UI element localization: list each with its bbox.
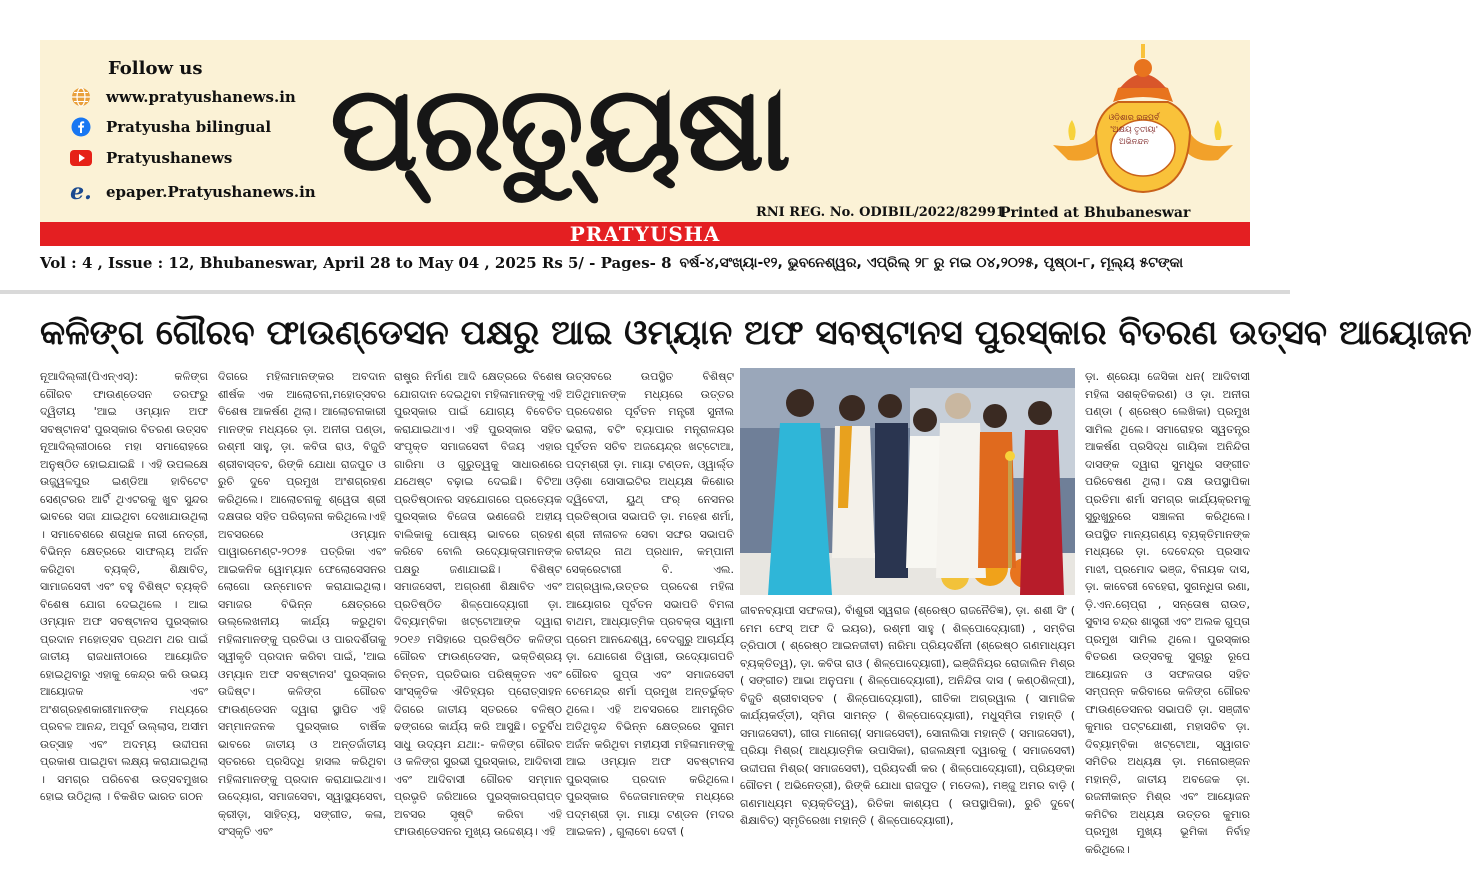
globe-icon bbox=[70, 86, 92, 108]
article-column-4: ଉତ୍ସବରେ ଉପସ୍ଥିତ ବିଶିଷ୍ଟ ଅତିଥିମାନଙ୍କ ମଧ୍ୟରେ ଉତ୍ତର ପ୍ରଦେଶର ପୂର୍ବତନ ମନ୍ତ୍ରୀ ସୁନୀଲ ଭରାଲା, ବଟିଂ ବ୍ୟାପାର ମନ୍ତ୍ରାଳୟର ପୂର୍ବତନ ସଚିବ ଅଜୟେନ୍ଦ୍ର ଖଟ୍ଟୋଆ, ପଦ୍ମଶ୍ରୀ ଡ଼ା. ମାୟା ଟଣ୍ଡନ, ଓ୍ୱାର୍ଲ୍ଡ ଓଡ଼ିଶା ସୋସାଇଟିର ଅଧ୍ୟକ୍ଷ କିଶୋର ଦ୍ୱିବେଦୀ, ୟୁଥ୍ ଫର୍ ନେସନର ପ୍ରତିଷ୍ଠାତା ସଭାପତି ଡ଼ା. ମହେଶ ଶର୍ମା, ଶ୍ରୀ ନୀଳାଚଳ ସେବା ସଙ୍ଘର ସଭାପତି ରବୀନ୍ଦ୍ର ନାଥ ପ୍ରଧାନ, କମ୍ପାନୀ ସେକ୍ରେଟାରୀ ବି. ଏଲ. ଅଗ୍ରୱାଲ,ଉତ୍ତର ପ୍ରଦେଶ ମହିଳା ଆୟୋଗର ପୂର୍ବତନ ସଭାପତି ବିମଳା ବାଥମ, ଆଧ୍ୟାତ୍ମିକ ପ୍ରବକ୍ତା ସ୍ୱାମୀ ପ୍ରେମ ଆନନ୍ଦେଶ୍ୱ, ବେଦଗୁରୁ ଆଚାର୍ଯ୍ୟ ଡ଼ା. ଯୋଗେଶ ତିୱାରୀ, ଉଦ୍ୟୋଗପତି ଗୌରବ ଗୁପ୍ତା ଏବଂ ସମାଜସେବୀ ଚେମେନ୍ଦ୍ର ଶର୍ମା ପ୍ରମୁଖ ଅନ୍ତର୍ଭୁକ୍ତ ଥିଲେ। ଏହି ଅବସରରେ ଆମନ୍ତ୍ରିତ ଅତିଥିବୃନ୍ଦ ବିଭିନ୍ନ କ୍ଷେତ୍ରରେ ସୁନାମ ଅର୍ଜନ କରିଥିବା ମହୀୟସୀ ମହିଳାମାନଙ୍କୁ ଆଇ ଓମ୍ୟାନ ଅଫ ସବଷ୍ଟାନସ ପୁରସ୍କାର ପ୍ରଦାନ କରିଥିଲେ। ପୁରସ୍କାର ବିଜେତାମାନଙ୍କ ମଧ୍ୟରେ ପଦ୍ମଶ୍ରୀ ଡ଼ା. ମାୟା ଟଣ୍ଡନ (ମଦର ଆଇକନ) , ଗୁଲାବୋ ଦେବୀ ( bbox=[566, 370, 734, 838]
printed-at: Printed at Bhubaneswar bbox=[1000, 205, 1191, 221]
facebook-text: Pratyusha bilingual bbox=[106, 118, 272, 136]
rni-number: RNI REG. No. ODIBIL/2022/82991 bbox=[756, 205, 1005, 220]
english-name: PRATYUSHA bbox=[569, 222, 721, 246]
article-column-6: ଡ଼ା. ଶ୍ରେୟା ଜେସିକା ଧନ( ଆଦିବାସୀ ମହିଳା ସଶକ୍ତିକରଣ) ଓ ଡ଼ା. ଅନୀତା ପଣ୍ଡା ( ଶ୍ରେଷ୍ଠ ଲେଖିକା) ପ୍ରମୁଖ ସାମିଲ ଥିଲେ। ସମାରୋହର ସ୍ୱତନ୍ତ୍ର ଆକର୍ଷଣ ପ୍ରସିଦ୍ଧ ଗାୟିକା ଅନିନ୍ଦିତା ଦାସଙ୍କ ଦ୍ୱାରା ସୁମଧୁର ସଙ୍ଗୀତ ପରିବେଷଣ ଥିଲା। ଦକ୍ଷ ଉପସ୍ଥାପିକା ପ୍ରତିମା ଶର୍ମା ସମଗ୍ର କାର୍ଯ୍ୟକ୍ରମକୁ ସୁରୁଖୁରୁରେ ସଞ୍ଚାଳନା କରିଥିଲେ। ଉପସ୍ଥିତ ମାନ୍ୟଗଣ୍ୟ ବ୍ୟକ୍ତିମାନଙ୍କ ମଧ୍ୟରେ ଡ଼ା. ଦେବେନ୍ଦ୍ର ପ୍ରସାଦ ମାଝୀ, ପ୍ରମୋଦ ଭଞ୍ଜ, ବିନାୟକ ଦାସ, ଡ଼ା. କାବେରୀ ବେହେରା, ସୁଗନ୍ଧିତା ରଣା, ଡ଼ି.ଏନ.ଚୋପ୍ରା , ସନ୍ତୋଷ ରାଉତ, ସୁବାସ ଚନ୍ଦ୍ର ଶାସ୍ତ୍ରୀ ଏବଂ ଅଲକ ଗୁପ୍ତା ପ୍ରମୁଖ ସାମିଲ ଥିଲେ। ପୁରସ୍କାର ବିତରଣ ଉତ୍ସବକୁ ସୁଚାରୁ ରୂପେ ଆୟୋଜନ ଓ ସଫଳତାର ସହିତ ସମ୍ପନ୍ନ କରିବାରେ କଳିଙ୍ଗ ଗୌରବ ଫାଉଣ୍ଡେସନର ସଭାପତି ଡ଼ା. ସଞ୍ଜୀବ କୁମାର ପଟ୍ଟଯୋଶୀ, ମହାସଚିବ ଡ଼ା. ଦିବ୍ୟାମ୍ବିକା ଖଟ୍ଟୋଆ, ସ୍ୱାଗତ ସମିତିର ଅଧ୍ୟକ୍ଷ ଡ଼ା. ମନୋରଞ୍ଜନ ମହାନ୍ତି, ଜାତୀୟ ଅବଜେକ ଡ଼ା. ରଜନୀକାନ୍ତ ମିଶ୍ର ଏବଂ ଆୟୋଜନ କମିଟିର ଅଧ୍ୟକ୍ଷ ଉତ୍ତର କୁମାର ପ୍ରମୁଖ ମୁଖ୍ୟ ଭୂମିକା ନିର୍ବାହ କରିଥିଲେ। bbox=[1085, 370, 1250, 856]
website-text: www.pratyushanews.in bbox=[106, 88, 296, 106]
youtube-text: Pratyushanews bbox=[106, 149, 233, 167]
emblem-text: ଓଡ଼ିଶାର ରଜପର୍ବ 'ଅକ୍ଷୟ ତୃତୀୟା' ଅଭିନନ୍ଦନ bbox=[1108, 113, 1160, 146]
divider bbox=[0, 290, 1290, 294]
epaper-link[interactable] bbox=[70, 181, 316, 203]
masthead-title: ପ୍ରତ୍ୟୁଷା bbox=[330, 59, 788, 197]
issue-english: Vol : 4 , Issue : 12, Bhubaneswar, April 28 to May 04 , 2025 Rs 5/ - Pages- 8 bbox=[40, 254, 672, 272]
article-column-3: ରାଷ୍ଟ୍ର ନିର୍ମାଣ ଆଦି କ୍ଷେତ୍ରରେ ବିଶେଷ ଯୋଗଦାନ ଦେଇଥିବା ମହିଳାମାନଙ୍କୁ ଏହି ପୁରସ୍କାର ପାଇଁ ଯୋଗ୍ୟ ବିବେଚିତ କରାଯାଇଥାଏ। ଏହି ପୁରସ୍କାର ସହିତ ସଂପୃକ୍ତ ସମାଜସେବୀ ବିଜୟ ଏହାର ଗାରିମା ଓ ଗୁରୁତ୍ୱକୁ ସାଧାରଣରେ ଯଥେଷ୍ଟ ବଢ଼ାଇ ଦେଇଛି। ବିଟିଆ ପ୍ରତିଷ୍ଠାନର ସହଯୋଗରେ ପ୍ରତ୍ୟେକ ପୁରସ୍କାର ବିଜେତା ଭଣଜେରି ଅହୀୟ ବାଲିକାକୁ ପୋଷ୍ୟ ଭାବରେ ଗ୍ରହଣ କରିବେ ବୋଲି ଉଦ୍ୟୋକ୍ତାମାନଙ୍କ ପକ୍ଷରୁ ଜଣାଯାଇଛି। ବିଶିଷ୍ଟ ସମାଜସେବୀ, ଅଗ୍ରଣୀ ଶିକ୍ଷାବିତ ଏବଂ ପ୍ରତିଷ୍ଠିତ ଶିଳ୍ପୋଦ୍ୟୋଗୀ ଡ଼ା. ଦିବ୍ୟାମ୍ବିକା ଖଟ୍ଟୋଆଙ୍କ ଦ୍ୱାରା ୨୦୧୬ ମସିହାରେ ପ୍ରତିଷ୍ଠିତ କଳିଙ୍ଗ ଗୌରବ ଫାଉଣ୍ଡେସନ, ଭକ୍ତିଶ୍ରୟ ଚିନ୍ତନ, ପ୍ରତିଭାର ପରିଷ୍କୃତନ ଏବଂ ସାଂସ୍କୃତିକ ଐତିହ୍ୟର ପ୍ରୋତ୍ସାହନ ଦିଗରେ ଜାତୀୟ ସ୍ତରରେ ବଳିଷ୍ଠ ଢଙ୍ଗରେ କାର୍ଯ୍ୟ କରି ଆସୁଛି। ଚତୁର୍ବିଧ ସାଧୁ ଉଦ୍ୟମ ଯଥା:- କଳିଙ୍ଗ ଗୌରବ ଓ କଳିଙ୍ଗ ସୁରଭୀ ପୁରସ୍କାର, ଆଦିବାସୀ ଏବଂ ଆଦିବାସୀ ଗୌରବ ସମ୍ମାନ ପ୍ରଭୃତି ଜରିଆରେ ପୁରସ୍କାରପ୍ରାପ୍ତ ଅବସର ସୃଷ୍ଟି କରିବା ଏହି ଫାଉଣ୍ଡେସନର ମୁଖ୍ୟ ଉଦ୍ଦେଶ୍ୟ। ଏହି bbox=[394, 370, 562, 838]
article-column-5: ଜୀବନବ୍ୟାପୀ ସଫଳତା), ବାଁଶୁରୀ ସ୍ୱରାଜ (ଶ୍ରେଷ୍ଠ ରାଜନୈତିଜ୍ଞ), ଡ଼ା. ଶଶୀ ସିଂ ( ମେମ ଫେସ୍ ଅଫ ଦି ଇୟର), ରଶ୍ମୀ ସାହୁ ( ଶିଳ୍ପୋଦ୍ୟୋଗୀ) , ସମ୍ବିତା ତ୍ରିପାଠୀ ( ଶ୍ରେଷ୍ଠ ଆଇନଜୀବୀ) ନାରିମା ପ୍ରିୟଦର୍ଶିନୀ (ଶ୍ରେଷ୍ଠ ଗଣମାଧ୍ୟମ ବ୍ୟକ୍ତିତ୍ୱ), ଡ଼ା. କବିତା ରାଓ ( ଶିଳ୍ପୋଦ୍ୟୋଗୀ), ଇଞ୍ଜିନିୟର ରୋଜାଲିନ ମିଶ୍ର ( ସଙ୍ଗୀତ) ଆଭା ଅନୁପମା ( ଶିଳ୍ପୋଦ୍ୟୋଗୀ), ଅନିନ୍ଦିତା ଦାସ ( କଣ୍ଠଶିଳ୍ପୀ), ବିଜୁତି ଶ୍ରୀବାସ୍ତବ ( ଶିଳ୍ପୋଦ୍ୟୋଗୀ), ଗୀତିକା ଅଗ୍ରୱାଲ ( ସାମାଜିକ କାର୍ଯ୍ୟକର୍ତ୍ତୀ), ସ୍ମିତା ସାମନ୍ତ ( ଶିଳ୍ପୋଦ୍ୟୋଗୀ), ମଧୁସ୍ମିତା ମହାନ୍ତି ( ସମାଜସେବୀ), ଗୀତା ମାନୋଚା( ସମାଜସେବୀ), ସୋନାଲିସା ମହାନ୍ତି ( ସମାଜସେବୀ), ପ୍ରିୟା ମିଶ୍ର( ଆଧ୍ୟାତ୍ମିକ ଉପାସିକା), ରାଜଲକ୍ଷ୍ମୀ ଦ୍ୱାରକୁ ( ସମାଜସେବୀ) ଉଦ୍ଦୀପନା ମିଶ୍ର( ସମାଜସେବୀ), ପ୍ରିୟଦର୍ଶୀ କର ( ଶିଳ୍ପୋଦ୍ୟୋଗୀ), ପ୍ରିୟଙ୍କା ଗୌତମ ( ଅଭିନେତ୍ରୀ), ରିଙ୍କି ଯୋଧା ରାଜପୁତ ( ମଡେଲ), ମଞ୍ଜୁ ଅମର ବାଡ଼ି ( ଗଣମାଧ୍ୟମ ବ୍ୟକ୍ତିତ୍ୱ), ରିତିକା କାଶ୍ୟପ ( ଉପସ୍ଥାପିକା), ରୁଚି ଦୁବେ( ଶିକ୍ଷାବିତ୍) ସ୍ମୃତିରେଖା ମହାନ୍ତି ( ଶିଳ୍ପୋଦ୍ୟୋଗୀ), bbox=[740, 604, 1075, 827]
event-photo bbox=[740, 368, 1075, 595]
youtube-icon bbox=[70, 147, 92, 169]
article-headline: କଳିଙ୍ଗ ଗୌରବ ଫାଉଣ୍ଡେସନ ପକ୍ଷରୁ ଆଇ ଓମ୍ୟାନ ଅଫ ସବଷ୍ଟାନସ ପୁରସ୍କାର ବିତରଣ ଉତ୍ସବ ଆୟୋଜନ bbox=[40, 313, 1472, 353]
facebook-link[interactable] bbox=[70, 116, 271, 138]
article-column-2: ଦିଗରେ ମହିଳାମାନଙ୍କର ଅବଦାନ ଶୀର୍ଷକ ଏକ ଆଲୋଚନା,ମହୋତ୍ସବର ବିଶେଷ ଆକର୍ଷଣ ଥିଲା। ଆଲୋଚନାକାରୀ ମାନଙ୍କ ମଧ୍ୟରେ ଡ଼ା. ଅନୀତା ପଣ୍ଡା, ରଶ୍ମୀ ସାହୁ, ଡ଼ା. କବିତା ରାଓ, ବିଜୁତି ଶ୍ରୀବାସ୍ତବ, ରିଙ୍କି ଯୋଧା ରାଜପୁତ ଓ ରୁଚି ଦୁବେ ପ୍ରମୁଖ ଅଂଶଗ୍ରହଣ କରିଥିଲେ। ଆଲୋଚନାକୁ ଶ୍ୱେତା ଶ୍ରୀ ଦକ୍ଷତାର ସହିତ ପରିଚାଳନା କରିଥିଲେ।ଏହି ଅବସରରେ ଓମ୍ୟାନ ପାୱାରମେଣ୍ଟ-୨୦୨୫ ପତ୍ରିକା ଏବଂ ଆଇକନିକ ୱୋମ୍ୟାନ ଫେଲୋସେସନର ଲୋଗୋ ଉନ୍ମୋଚନ କରାଯାଇଥିଲା। ସମାଜର ବିଭିନ୍ନ କ୍ଷେତ୍ରରେ ଉଲ୍ଲେଖନୀୟ କାର୍ଯ୍ୟ କରୁଥିବା ମହିଳାମାନଙ୍କୁ ପ୍ରତିଭା ଓ ପାରଦର୍ଶିତାକୁ ସ୍ୱୀକୃତି ପ୍ରଦାନ କରିବା ପାଇଁ, 'ଆଇ ଓମ୍ୟାନ ଅଫ ସବଷ୍ଟାନସ' ପୁରସ୍କାର ଉଦ୍ଦିଷ୍ଟ। କଳିଙ୍ଗ ଗୌରବ ଫାଉଣ୍ଡେସନ ଦ୍ୱାରା ସ୍ଥାପିତ ଏହି ସମ୍ମାନଜନକ ପୁରସ୍କାର ବାର୍ଷିକ ଭାବରେ ଜାତୀୟ ଓ ଅନ୍ତର୍ଜାତୀୟ ସ୍ତରରେ ପ୍ରସିଦ୍ଧି ହାସଲ କରିଥିବା ମହିଳାମାନଙ୍କୁ ପ୍ରଦାନ କରାଯାଇଥାଏ। ଉଦ୍ୟୋଗ, ସମାଜସେବା, ସ୍ୱାସ୍ଥ୍ୟସେବା, କ୍ରୀଡ଼ା, ସାହିତ୍ୟ, ସଙ୍ଗୀତ, କଳା, ସଂସ୍କୃତି ଏବଂ bbox=[218, 370, 386, 838]
follow-us-title: Follow us bbox=[108, 58, 203, 79]
issue-line bbox=[40, 248, 1250, 278]
article-column-1: ନୂଆଦିଲ୍ଲୀ(ପିଏନ୍ଏସ୍): କଳିଙ୍ଗ ଗୌରବ ଫାଉଣ୍ଡେସନ ତରଫରୁ ଦ୍ୱିତୀୟ 'ଆଇ ଓମ୍ୟାନ ଅଫ ସବଷ୍ଟାନସ' ପୁରସ୍କାର ବିତରଣ ଉତ୍ସବ ନୂଆଦିଲ୍ଲୀଠାରେ ମହା ସମାରୋହରେ ଅନୁଷ୍ଠିତ ହୋଇଯାଇଛି । ଏହି ଉପଲକ୍ଷେ ଉଜ୍ଜ୍ୱଳପୁର ଇଣ୍ଡିଆ ହାବିଟେଟ ସେଣ୍ଟରର ଆର୍ଟି ଥିଏଟରକୁ ଖୁବ ସୁନ୍ଦର ଭାବରେ ସଜା ଯାଇଥିବା ଦେଖାଯାଉଥିଲା । ସମାବେଶରେ ଶତାଧିକ ନାରୀ ନେତ୍ରୀ, ବିଭିନ୍ନ କ୍ଷେତ୍ରରେ ସାଫଲ୍ୟ ଅର୍ଜନ କରିଥିବା ବ୍ୟକ୍ତି, ଶିକ୍ଷାବିତ୍, ସାମାଜସେବୀ ଏବଂ ବହୁ ବିଶିଷ୍ଟ ବ୍ୟକ୍ତି ବିଶେଷ ଯୋଗ ଦେଇଥିଲେ । ଆଇ ଓମ୍ୟାନ ଅଫ ସବଷ୍ଟାନସ ପୁରସ୍କାର ପ୍ରଦାନ ମହୋତ୍ସବ ପ୍ରଥମ ଥର ପାଇଁ ଜାତୀୟ ରାଜଧାନୀଠାରେ ଆୟୋଜିତ ହୋଇଥିବାରୁ ଏହାକୁ କେନ୍ଦ୍ର କରି ଉଭୟ ଆୟୋଜକ ଏବଂ ଅଂଶଗ୍ରହଣକାରୀମାନଙ୍କ ମଧ୍ୟରେ ପ୍ରବଳ ଆନନ୍ଦ, ଅପୂର୍ବ ଉଲ୍ଲାସ, ଅସୀମ ଉତ୍ସାହ ଏବଂ ଅଦମ୍ୟ ଉଦ୍ଦୀପନା ପ୍ରକାଶ ପାଇଥିବା ଲକ୍ଷ୍ୟ କରାଯାଇଥିଲା । ସମଗ୍ର ପରିବେଶ ଉତ୍ସବମୁଖର ହୋଇ ଉଠିଥିଲା । ବିକଶିତ ଭାରତ ଗଠନ bbox=[40, 370, 208, 803]
epaper-icon: e. bbox=[70, 179, 92, 205]
title-bar bbox=[40, 222, 1250, 246]
website-link[interactable] bbox=[70, 86, 296, 108]
youtube-link[interactable] bbox=[70, 147, 232, 169]
issue-odia: ବର୍ଷ-୪,ସଂଖ୍ୟା-୧୨, ଭୁବନେଶ୍ୱର, ଏପ୍ରିଲ୍ ୨୮ ରୁ ମଇ ୦୪,୨୦୨୫, ପୃଷ୍ଠା-୮, ମୂଲ୍ୟ ୫ଟଙ୍କା bbox=[679, 255, 1184, 271]
epaper-text: epaper.Pratyushanews.in bbox=[106, 183, 316, 201]
facebook-icon bbox=[70, 116, 92, 138]
